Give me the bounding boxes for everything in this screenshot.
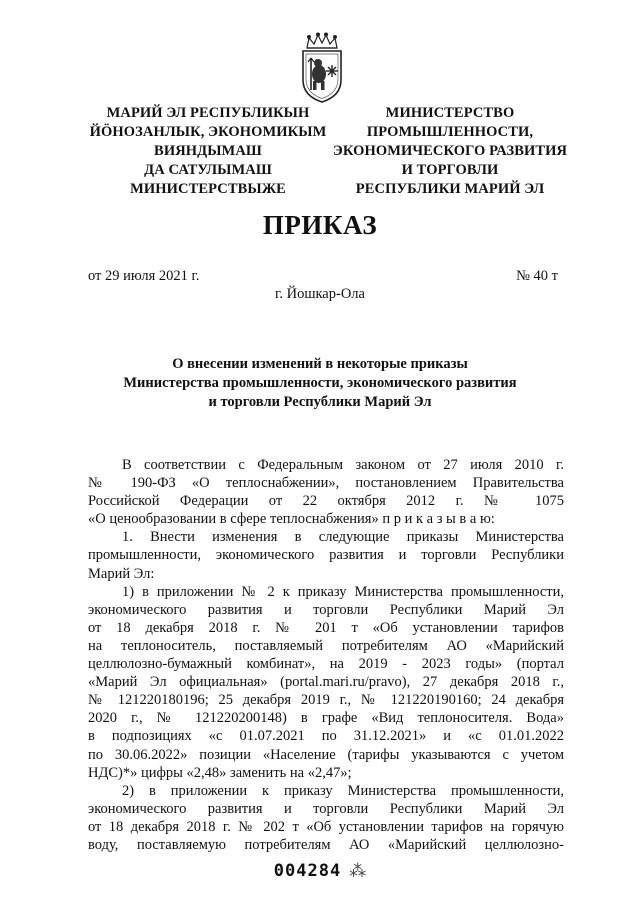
stamp-mark-icon: ⁂ [349,861,367,881]
order-date: от 29 июля 2021 г. [88,268,200,284]
body-line: Российской Федерации от 22 октября 2012 г. № 1075 [88,493,564,510]
coat-of-arms-icon [297,32,347,104]
subject-line: О внесении изменений в некоторые приказы [172,356,468,372]
body-line: 2) в приложении к приказу Министерства промышленности, [122,782,564,799]
header-left-line: МАРИЙ ЭЛ РЕСПУБЛИКЫН [106,105,310,121]
body-line: промышленности, экономического развития и торговли Республики [88,547,564,564]
body-line: Марий Эл: [88,565,155,582]
serial-number: 004284 [273,861,342,881]
body-line: целлюлозно-бумажный комбинат», на 2019 - 2023 годы» (портал [88,656,564,673]
header-ministry-mari [88,104,328,199]
body-line: 1) в приложении № 2 к приказу Министерства промышленности, [122,583,564,600]
body-line: по 30.06.2022» позиции «Население (тарифы указываются с учетом [88,746,564,763]
header-left-line: МИНИСТЕРСТВЫЖЕ [130,181,286,197]
order-body [88,456,564,854]
header-left-line: ДА САТУЛЫМАШ [144,162,272,178]
body-line: экономического развития и торговли Республики Марий Эл [88,601,564,618]
body-line: от 18 декабря 2018 г. № 201 т «Об установлении тарифов [88,619,564,636]
body-line: № 121220180196; 25 декабря 2019 г., № 121220190160; 24 декабря [88,692,564,709]
order-city: г. Йошкар-Ола [275,286,365,302]
header-right-line: РЕСПУБЛИКИ МАРИЙ ЭЛ [355,181,545,197]
body-line: НДС)*» цифры «2,48» заменить на «2,47»; [88,764,352,781]
order-subject [60,355,580,412]
header-ministry-russian [330,104,570,199]
header-right-line: ЭКОНОМИЧЕСКОГО РАЗВИТИЯ [332,143,568,159]
body-line: «Марий Эл официальная» (portal.mari.ru/pravo), 27 декабря 2018 г., [88,674,564,691]
header-right-line: ПРОМЫШЛЕННОСТИ, [366,124,534,140]
header-right-line: МИНИСТЕРСТВО [385,105,515,121]
body-line: № 190-ФЗ «О теплоснабжении», постановлением Правительства [88,475,564,492]
body-line: воду, поставляемую потребителям АО «Марийский целлюлозно- [88,836,564,853]
body-line: на теплоноситель, поставляемый потребителям АО «Марийский [88,637,564,654]
body-line: 2020 г., № 121220200148) в графе «Вид теплоносителя. Вода» [88,710,564,727]
header-left-line: ЙӦНОЗАНЛЫК, ЭКОНОМИКЫМ [89,124,327,140]
subject-line: и торговли Республики Марий Эл [208,394,432,410]
header-right-line: И ТОРГОВЛИ [401,162,499,178]
body-line: «О ценообразовании в сфере теплоснабжения» п р и к а з ы в а ю: [88,511,495,528]
header-left-line: ВИЯНДЫМАШ [154,143,262,159]
order-number: № 40 т [516,268,558,284]
serial-stamp [0,861,640,881]
body-line: В соответствии с Федеральным законом от 27 июля 2010 г. [122,457,564,473]
body-line: экономического развития и торговли Республики Марий Эл [88,800,564,817]
body-line: от 18 декабря 2018 г. № 202 т «Об установлении тарифов на горячую [88,818,564,835]
order-title: ПРИКАЗ [262,210,378,240]
body-line: в подпозициях «с 01.07.2021 по 31.12.2021» и «с 01.01.2022 [88,728,564,745]
subject-line: Министерства промышленности, экономического развития [123,375,517,391]
body-line: 1. Внести изменения в следующие приказы Министерства [122,529,564,546]
